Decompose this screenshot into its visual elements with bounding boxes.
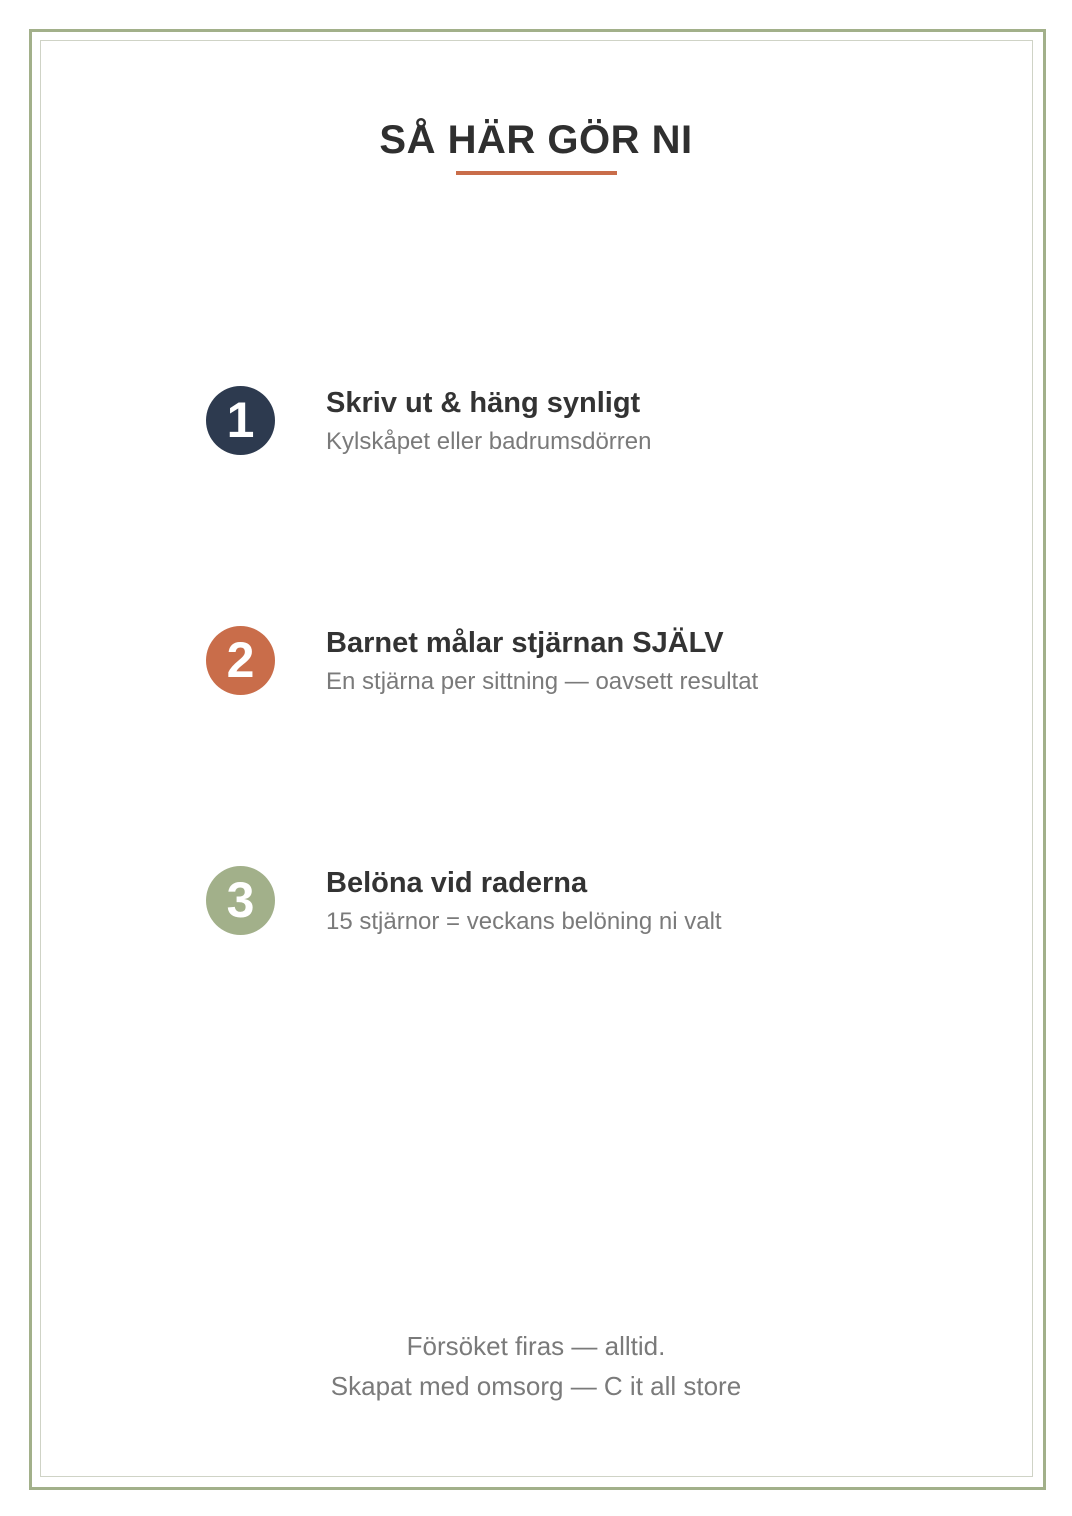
- title-underline: [456, 171, 617, 175]
- step-number-badge-3: 3: [206, 866, 275, 935]
- step-description-2: En stjärna per sittning — oavsett resultat: [326, 668, 759, 695]
- step-number-badge-2: 2: [206, 626, 275, 695]
- step-2: [206, 626, 966, 696]
- step-description-3: 15 stjärnor = veckans belöning ni valt: [326, 908, 722, 935]
- footer-tagline: Försöket firas — alltid.: [406, 1331, 666, 1361]
- page-title: SÅ HÄR GÖR NI: [379, 118, 693, 162]
- step-title-3: Belöna vid raderna: [326, 867, 588, 899]
- step-description-1: Kylskåpet eller badrumsdörren: [326, 428, 652, 455]
- footer-credit: Skapat med omsorg — C it all store: [330, 1371, 742, 1401]
- step-title-1: Skriv ut & häng synligt: [326, 387, 641, 419]
- step-1: [206, 386, 966, 456]
- step-3: [206, 866, 966, 936]
- step-number-badge-1: 1: [206, 386, 275, 455]
- inner-border-frame: [40, 40, 1033, 1477]
- step-title-2: Barnet målar stjärnan SJÄLV: [326, 627, 724, 659]
